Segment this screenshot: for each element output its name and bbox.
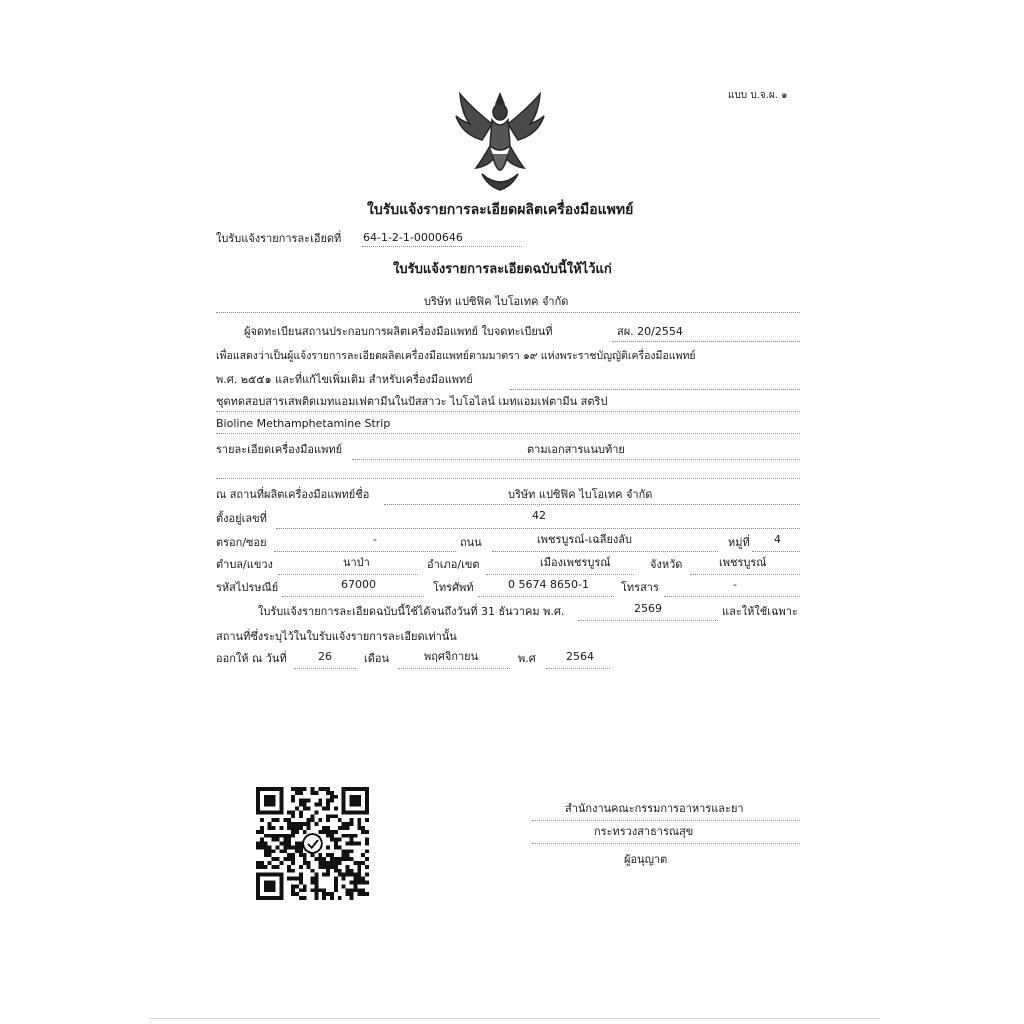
address-number: 42 bbox=[532, 509, 546, 522]
place-value: บริษัท แปซิฟิค ไบโอเทค จำกัด bbox=[508, 488, 653, 501]
registration-line bbox=[612, 341, 800, 342]
subdistrict-line bbox=[278, 574, 418, 575]
form-code: แบบ บ.จ.ผ. ๑ bbox=[728, 90, 788, 101]
receipt-label: ใบรับแจ้งรายการละเอียดที่ bbox=[216, 232, 342, 245]
page-edge-line bbox=[150, 1018, 880, 1019]
blank-line bbox=[216, 478, 800, 479]
fax-line bbox=[664, 596, 800, 597]
garuda-emblem bbox=[452, 90, 548, 195]
issued-date-label: ออกให้ ณ วันที่ bbox=[216, 652, 287, 665]
road-label: ถนน bbox=[460, 536, 482, 549]
authority-line-2 bbox=[532, 843, 800, 844]
device-detail-line bbox=[352, 459, 800, 460]
issued-month: พฤศจิกายน bbox=[424, 650, 479, 663]
district-line bbox=[486, 574, 634, 575]
postcode-line bbox=[282, 596, 424, 597]
ministry-name: กระทรวงสาธารณสุข bbox=[594, 825, 694, 838]
province-line bbox=[690, 574, 800, 575]
address-number-line bbox=[276, 528, 800, 529]
district-label: อำเภอ/เขต bbox=[427, 558, 480, 571]
approver-title: ผู้อนุญาต bbox=[624, 853, 668, 866]
road-line bbox=[492, 551, 718, 552]
moo-line bbox=[752, 551, 800, 552]
device-detail-label: รายละเอียดเครื่องมือแพทย์ bbox=[216, 443, 343, 456]
fax-label: โทรสาร bbox=[621, 581, 659, 594]
statement-line-2-fill bbox=[510, 389, 800, 390]
registration-label: ผู้จดทะเบียนสถานประกอบการผลิตเครื่องมือแพทย์ ใบจดทะเบียนที่ bbox=[244, 325, 553, 338]
phone-line bbox=[478, 596, 614, 597]
moo-label: หมู่ที่ bbox=[728, 536, 750, 549]
authority-line-1 bbox=[532, 820, 800, 821]
issued-day-line bbox=[294, 668, 356, 669]
soi-value: - bbox=[373, 533, 377, 546]
qr-code bbox=[256, 787, 369, 900]
district-value: เมืองเพชรบูรณ์ bbox=[540, 556, 611, 569]
company-name: บริษัท แปซิฟิค ไบโอเทค จำกัด bbox=[424, 295, 569, 308]
subdistrict-label: ตำบล/แขวง bbox=[216, 558, 273, 571]
province-label: จังหวัด bbox=[650, 558, 683, 571]
issued-year-line bbox=[546, 668, 610, 669]
issued-day: 26 bbox=[318, 650, 332, 663]
phone-value: 0 5674 8650-1 bbox=[508, 578, 589, 591]
device-name-english-line bbox=[216, 433, 800, 434]
device-name-thai: ชุดทดสอบสารเสพติดเมทแอมเฟตามีนในปัสสาวะ ไบโอไลน์ เมทแอมเฟตามีน สตริป bbox=[216, 395, 608, 408]
statement-line-2: พ.ศ. ๒๕๕๑ และที่แก้ไขเพิ่มเติม สำหรับเครื่องมือแพทย์ bbox=[216, 373, 473, 386]
validity-tail: และให้ใช้เฉพาะ bbox=[722, 605, 798, 618]
validity-text: ใบรับแจ้งรายการละเอียดฉบับนี้ใช้ได้จนถึงวันที่ 31 ธันวาคม พ.ศ. bbox=[258, 605, 565, 618]
month-label: เดือน bbox=[364, 652, 390, 665]
issued-month-line bbox=[398, 668, 510, 669]
statement-line-1: เพื่อแสดงว่าเป็นผู้แจ้งรายการละเอียดผลิตเครื่องมือแพทย์ตามมาตรา ๑๙ แห่งพระราชบัญญัติเครื่องมือแพทย์ bbox=[216, 350, 696, 362]
issued-year: 2564 bbox=[566, 650, 594, 663]
place-label: ณ สถานที่ผลิตเครื่องมือแพทย์ชื่อ bbox=[216, 488, 370, 501]
year-label: พ.ศ bbox=[518, 652, 536, 665]
address-number-label: ตั้งอยู่เลขที่ bbox=[216, 512, 267, 525]
province-value: เพชรบูรณ์ bbox=[719, 556, 767, 569]
validity-year: 2569 bbox=[634, 602, 662, 615]
moo-value: 4 bbox=[774, 533, 781, 546]
company-line bbox=[216, 312, 800, 313]
soi-line bbox=[274, 551, 456, 552]
place-line bbox=[384, 504, 800, 505]
issued-to-heading: ใบรับแจ้งรายการละเอียดฉบับนี้ให้ไว้แก่ bbox=[393, 262, 612, 277]
road-value: เพชรบูรณ์-เฉลียงลับ bbox=[537, 533, 632, 546]
device-detail-value: ตามเอกสารแนบท้าย bbox=[527, 443, 625, 456]
phone-label: โทรศัพท์ bbox=[433, 581, 474, 594]
subdistrict-value: นาป่า bbox=[343, 556, 370, 569]
validity-year-line bbox=[578, 620, 718, 621]
document-title: ใบรับแจ้งรายการละเอียดผลิตเครื่องมือแพทย์ bbox=[367, 202, 634, 218]
device-name-thai-line bbox=[216, 411, 800, 412]
receipt-number: 64-1-2-1-0000646 bbox=[363, 231, 463, 244]
postcode-label: รหัสไปรษณีย์ bbox=[216, 581, 279, 594]
receipt-number-line bbox=[362, 246, 522, 247]
device-name-english: Bioline Methamphetamine Strip bbox=[216, 417, 391, 430]
soi-label: ตรอก/ซอย bbox=[216, 536, 267, 549]
authority-name: สำนักงานคณะกรรมการอาหารและยา bbox=[565, 802, 744, 815]
fax-value: - bbox=[733, 578, 737, 591]
validity-line-2: สถานที่ซึ่งระบุไว้ในใบรับแจ้งรายการละเอียดเท่านั้น bbox=[216, 630, 457, 643]
postcode-value: 67000 bbox=[341, 578, 376, 591]
registration-number: สผ. 20/2554 bbox=[617, 325, 683, 338]
